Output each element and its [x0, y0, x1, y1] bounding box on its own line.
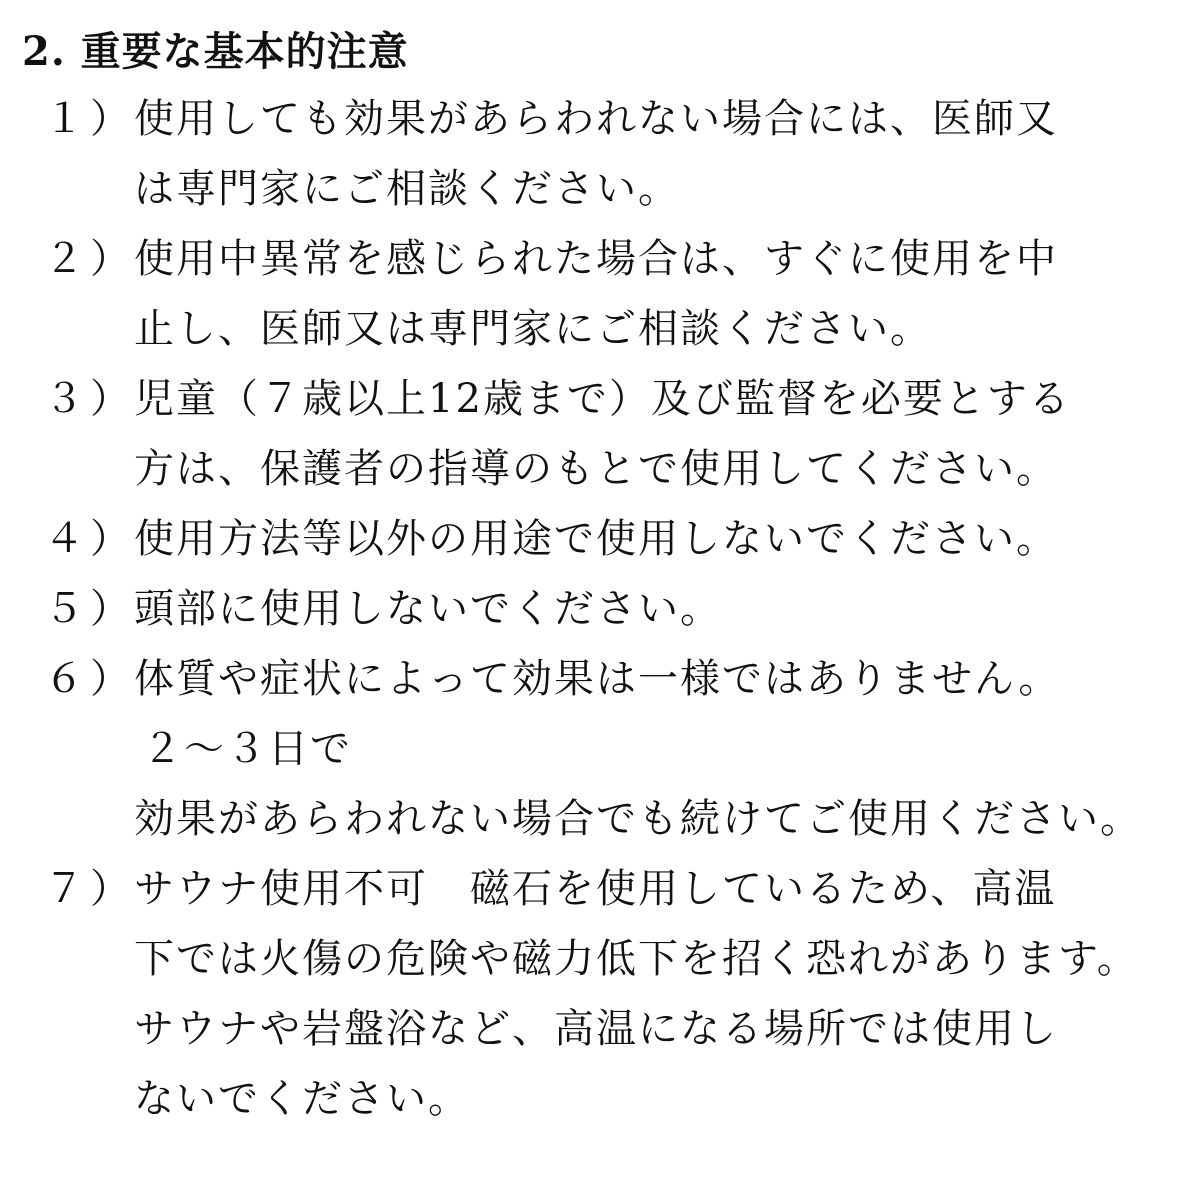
item-text-line: 頭部に使用しないでください。 — [134, 586, 722, 632]
list-item-5 — [0, 574, 1200, 644]
list-item-2 — [0, 224, 1200, 294]
item-text-line: 方は、保護者の指導のもとで使用してください。 — [134, 446, 1058, 492]
item-text-line: サウナ使用不可 磁石を使用しているため、高温 — [134, 866, 1057, 912]
item-text-line: サウナや岩盤浴など、高温になる場所では使用し — [134, 1006, 1058, 1052]
item-text-line: 効果があらわれない場合でも続けてご使用ください。 — [134, 796, 1142, 842]
list-item-3 — [0, 364, 1200, 434]
item-text-line: 使用中異常を感じられた場合は、すぐに使用を中 — [134, 236, 1058, 282]
item-number: ６） — [44, 656, 136, 702]
list-item-1-continuation — [0, 154, 1200, 224]
item-text-line: ないでください。 — [134, 1076, 470, 1122]
list-item-6 — [0, 644, 1200, 714]
item-number: ２） — [44, 236, 136, 282]
item-text-line: 使用方法等以外の用途で使用しないでください。 — [134, 516, 1058, 562]
list-item-7 — [0, 854, 1200, 924]
item-text-line: は専門家にご相談ください。 — [134, 166, 680, 212]
list-item-3-continuation — [0, 434, 1200, 504]
item-text-line: 使用しても効果があらわれない場合には、医師又 — [134, 96, 1058, 142]
list-item-7-continuation — [0, 994, 1200, 1064]
item-number: １） — [44, 96, 136, 142]
list-item-6-continuation — [0, 784, 1200, 854]
item-text-line: 児童（７歳以上12歳まで）及び監督を必要とする — [134, 376, 1071, 422]
item-number: ７） — [44, 866, 136, 912]
list-item-6-continuation — [0, 714, 1200, 784]
list-item-4 — [0, 504, 1200, 574]
item-text-line: 体質や症状によって効果は一様ではありません。 — [134, 656, 1061, 702]
item-number: ３） — [44, 376, 136, 422]
item-text-line: 下では火傷の危険や磁力低下を招く恐れがあります。 — [134, 936, 1139, 982]
item-number: ５） — [44, 586, 136, 632]
item-text-line: ２～３日で — [142, 726, 352, 772]
item-number: ４） — [44, 516, 136, 562]
list-item-1 — [0, 84, 1200, 154]
item-text-line: 止し、医師又は専門家にご相談ください。 — [134, 306, 932, 352]
list-item-7-continuation — [0, 1064, 1200, 1134]
list-item-2-continuation — [0, 294, 1200, 364]
section-heading: 2. 重要な基本的注意 — [22, 28, 409, 75]
list-item-7-continuation — [0, 924, 1200, 994]
